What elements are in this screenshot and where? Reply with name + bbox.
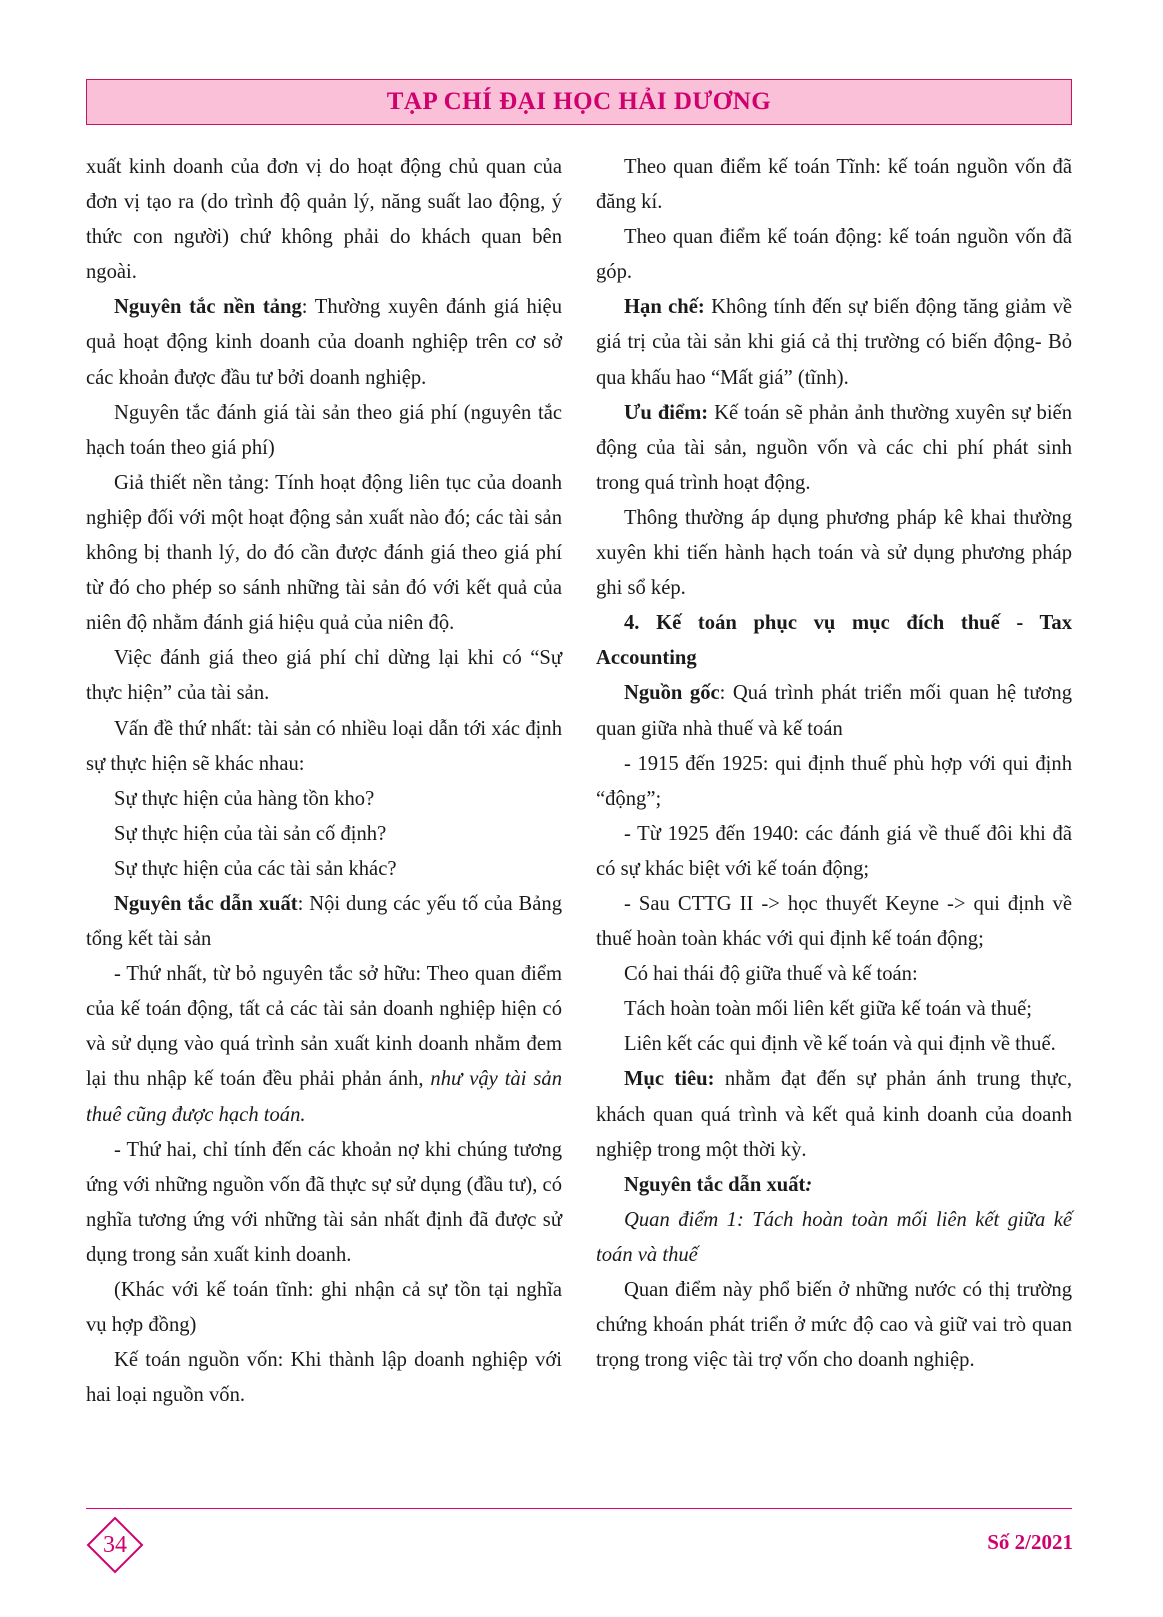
paragraph [596, 396, 1072, 501]
paragraph: Sự thực hiện của tài sản cố định? [114, 822, 387, 845]
bold-term: Ưu điểm: [624, 401, 709, 424]
paragraph-text: : Nội dung các yếu tố của Bảng tổng kết tài sản [86, 892, 562, 951]
page-number: 34 [103, 1531, 127, 1558]
italic-text: : [805, 1173, 813, 1196]
section-heading: 4. Kế toán phục vụ mục đích thuế - Tax Accounting [596, 612, 1072, 670]
paragraph: Sự thực hiện của các tài sản khác? [114, 857, 397, 880]
paragraph-text: : Quá trình phát triển mối quan hệ tương quan giữa nhà thuế và kế toán [596, 682, 1072, 740]
bold-term: Nguyên tắc dẫn xuất [114, 892, 298, 915]
bold-term: Mục tiêu: [624, 1068, 715, 1091]
paragraph: - Sau CTTG II -> học thuyết Keyne -> qui định về thuế hoàn toàn khác với qui định kế toán động; [596, 892, 1072, 951]
bold-term: Hạn chế: [624, 296, 705, 319]
paragraph: Kế toán nguồn vốn: Khi thành lập doanh nghiệp với hai loại nguồn vốn. [86, 1349, 562, 1407]
bold-term: Nguyên tắc dẫn xuất [624, 1173, 806, 1196]
paragraph-text: Không tính đến sự biến động tăng giảm về giá trị của tài sản khi giá cả thị trường có biến động- Bỏ qua khấu hao “Mất giá” (tĩnh). [596, 296, 1073, 389]
bold-term: Nguồn gốc [624, 682, 720, 705]
paragraph: Giả thiết nền tảng: Tính hoạt động liên tục của doanh nghiệp đối với một hoạt động sản xuất nào đó; các tài sản không bị thanh lý, do đó cần được đánh giá theo giá phí từ đó cho phép so sánh những tài sản đó với kết quả của niên độ nhằm đánh giá hiệu quả của niên độ. [86, 471, 562, 635]
paragraph-text: Kế toán sẽ phản ảnh thường xuyên sự biến động của tài sản, nguồn vốn và các chi phí phát sinh trong quá trình hoạt động. [596, 401, 1072, 494]
italic-paragraph: Quan điểm 1: Tách hoàn toàn mối liên kết giữa kế toán và thuế [596, 1208, 1072, 1266]
paragraph: Việc đánh giá theo giá phí chỉ dừng lại khi có “Sự thực hiện” của tài sản. [86, 647, 562, 705]
journal-title: TẠP CHÍ ĐẠI HỌC HẢI DƯƠNG [386, 88, 772, 115]
paragraph: Có hai thái độ giữa thuế và kế toán: [624, 963, 918, 986]
paragraph: - Từ 1925 đến 1940: các đánh giá về thuế đôi khi đã có sự khác biệt với kế toán động; [596, 822, 1072, 880]
paragraph [596, 1062, 1072, 1167]
paragraph [596, 1168, 1072, 1203]
right-column [596, 150, 1072, 1378]
paragraph: - Thứ hai, chỉ tính đến các khoản nợ khi chúng tương ứng với những nguồn vốn đã thực sự sử dụng (đầu tư), có nghĩa tương ứng với những tài sản nhất định đã được sử dụng trong sản xuất kinh doanh. [86, 1138, 562, 1266]
paragraph-text: - Thứ nhất, từ bỏ nguyên tắc sở hữu: Theo quan điểm của kế toán động, tất cả các tài sản doanh nghiệp hiện có và sử dụng vào quá trình sản xuất kinh doanh nhằm đem lại thu nhập kế toán đều phải phản ánh, [86, 963, 562, 1091]
paragraph: Thông thường áp dụng phương pháp kê khai thường xuyên khi tiến hành hạch toán và sử dụng phương pháp ghi sổ kép. [596, 506, 1072, 600]
paragraph-text: : Thường xuyên đánh giá hiệu quả hoạt động kinh doanh của doanh nghiệp trên cơ sở các khoản được đầu tư bởi doanh nghiệp. [86, 296, 562, 389]
paragraph: xuất kinh doanh của đơn vị do hoạt động chủ quan của đơn vị tạo ra (do trình độ quản lý, năng suất lao động, ý thức con người) chứ không phải do khách quan bên ngoài. [86, 156, 562, 284]
italic-text: như vậy tài sản thuê cũng được hạch toán. [86, 1068, 563, 1126]
paragraph: Nguyên tắc đánh giá tài sản theo giá phí (nguyên tắc hạch toán theo giá phí) [86, 401, 562, 459]
paragraph [86, 957, 562, 1132]
paragraph: Quan điểm này phổ biến ở những nước có thị trường chứng khoán phát triển ở mức độ cao và giữ vai trò quan trọng trong việc tài trợ vốn cho doanh nghiệp. [596, 1279, 1072, 1372]
paragraph-text: nhằm đạt đến sự phản ánh trung thực, khách quan quá trình và kết quả kinh doanh của doanh nghiệp trong một thời kỳ. [596, 1068, 1073, 1161]
paragraph [596, 676, 1072, 746]
paragraph: Theo quan điểm kế toán động: kế toán nguồn vốn đã góp. [596, 226, 1072, 284]
paragraph: (Khác với kế toán tĩnh: ghi nhận cả sự tồn tại nghĩa vụ hợp đồng) [86, 1279, 562, 1337]
issue-number: Số 2/2021 [987, 1530, 1073, 1554]
paragraph: Vấn đề thứ nhất: tài sản có nhiều loại dẫn tới xác định sự thực hiện sẽ khác nhau: [86, 717, 562, 775]
paragraph: Liên kết các qui định về kế toán và qui định về thuế. [624, 1033, 1056, 1056]
paragraph: Sự thực hiện của hàng tồn kho? [114, 787, 375, 810]
paragraph: Theo quan điểm kế toán Tĩnh: kế toán nguồn vốn đã đăng kí. [596, 156, 1072, 214]
paragraph: Tách hoàn toàn mối liên kết giữa kế toán và thuế; [624, 998, 1033, 1021]
paragraph [86, 290, 562, 395]
bold-term: Nguyên tắc nền tảng [114, 296, 302, 319]
left-column [86, 150, 562, 1413]
paragraph [596, 290, 1072, 395]
journal-header [86, 79, 1072, 125]
paragraph: - 1915 đến 1925: qui định thuế phù hợp với qui định “động”; [596, 752, 1072, 810]
footer-divider [86, 1508, 1072, 1509]
paragraph [86, 887, 562, 957]
